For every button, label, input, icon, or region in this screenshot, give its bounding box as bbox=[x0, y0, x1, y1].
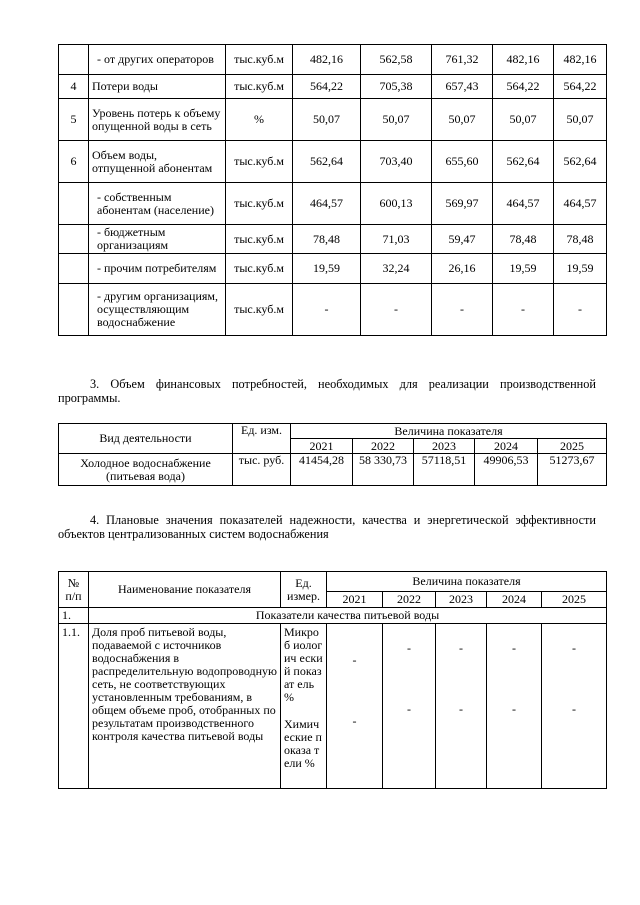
unit-cell: тыс.куб.м bbox=[226, 45, 293, 75]
value-cell: 569,97 bbox=[432, 183, 493, 225]
year-header: 2022 bbox=[353, 439, 414, 454]
row-number bbox=[59, 183, 89, 225]
value-cell: 562,58 bbox=[361, 45, 432, 75]
value-cell: 482,16 bbox=[554, 45, 607, 75]
unit-cell: тыс.куб.м bbox=[226, 225, 293, 254]
indicator-name: Доля проб питьевой воды, подаваемой с источников водоснабжения в распределительную водопроводную сеть, не соответствующих установленным требованиям, в общем объеме проб, отобранных по результатам производственного контроля качества питьевой воды bbox=[89, 624, 281, 789]
value-chem: - bbox=[512, 702, 516, 716]
value-cell: 482,16 bbox=[493, 45, 554, 75]
row-number bbox=[59, 254, 89, 284]
value-cell: 50,07 bbox=[361, 99, 432, 141]
value-cell: 78,48 bbox=[493, 225, 554, 254]
year-header: 2025 bbox=[538, 439, 607, 454]
section3-paragraph: 3. Объем финансовых потребностей, необходимых для реализации производственной программы. bbox=[58, 377, 596, 405]
value-micro: - bbox=[352, 653, 357, 667]
unit-cell: тыс.куб.м bbox=[226, 75, 293, 99]
year-header: 2022 bbox=[383, 592, 436, 608]
water-balance-table bbox=[58, 44, 607, 336]
value-cell: 703,40 bbox=[361, 141, 432, 183]
value-micro: - bbox=[407, 641, 411, 655]
row-number bbox=[59, 225, 89, 254]
table-row bbox=[59, 141, 607, 183]
table-row bbox=[59, 75, 607, 99]
unit-cell: тыс.куб.м bbox=[226, 183, 293, 225]
value-cell: 50,07 bbox=[554, 99, 607, 141]
group-num: 1. bbox=[59, 608, 89, 624]
value-cell: 761,32 bbox=[432, 45, 493, 75]
value-cell: 564,22 bbox=[293, 75, 361, 99]
year-header: 2021 bbox=[291, 439, 353, 454]
value-chem: - bbox=[572, 702, 577, 716]
year-header: 2023 bbox=[436, 592, 487, 608]
col-value-header: Величина показателя bbox=[291, 424, 607, 439]
year-header: 2021 bbox=[327, 592, 383, 608]
table-row bbox=[59, 99, 607, 141]
value-cell: 57118,51 bbox=[414, 454, 475, 486]
value-cell: - bbox=[361, 284, 432, 336]
value-cell: 50,07 bbox=[493, 99, 554, 141]
value-chem: - bbox=[352, 714, 357, 728]
value-micro: - bbox=[459, 641, 463, 655]
indicator-name: - от других операторов bbox=[89, 45, 226, 75]
unit-cell: тыс.куб.м bbox=[226, 254, 293, 284]
value-cell: - bbox=[493, 284, 554, 336]
value-cell: 71,03 bbox=[361, 225, 432, 254]
table-row bbox=[59, 183, 607, 225]
value-cell: 562,64 bbox=[493, 141, 554, 183]
row-number: 5 bbox=[59, 99, 89, 141]
indicator-name: Объем воды, отпущенной абонентам bbox=[89, 141, 226, 183]
value-cell: 655,60 bbox=[432, 141, 493, 183]
value-cell: 51273,67 bbox=[538, 454, 607, 486]
value-cell: - bbox=[293, 284, 361, 336]
value-cell: 464,57 bbox=[554, 183, 607, 225]
financial-needs-table bbox=[58, 423, 607, 486]
value-micro: - bbox=[572, 641, 577, 655]
value-cell: 59,47 bbox=[432, 225, 493, 254]
value-cell: 564,22 bbox=[554, 75, 607, 99]
group-title: Показатели качества питьевой воды bbox=[89, 608, 607, 624]
value-cell: 58 330,73 bbox=[353, 454, 414, 486]
value-cell: 19,59 bbox=[554, 254, 607, 284]
quality-indicators-table bbox=[58, 571, 607, 789]
table-row bbox=[59, 254, 607, 284]
table-row bbox=[59, 225, 607, 254]
col-name-header: Наименование показателя bbox=[89, 572, 281, 608]
row-number: 6 bbox=[59, 141, 89, 183]
value-cell: 32,24 bbox=[361, 254, 432, 284]
value-cell: 464,57 bbox=[493, 183, 554, 225]
year-header: 2024 bbox=[487, 592, 542, 608]
year-header: 2024 bbox=[475, 439, 538, 454]
value-chem: - bbox=[407, 702, 411, 716]
indicator-name: - другим организациям, осуществляющим водоснабжение bbox=[89, 284, 226, 336]
section4-paragraph: 4. Плановые значения показателей надежности, качества и энергетической эффективности объектов централизованных систем водоснабжения bbox=[58, 513, 596, 541]
value-cell: 464,57 bbox=[293, 183, 361, 225]
value-cell: 50,07 bbox=[293, 99, 361, 141]
value-cell: - bbox=[554, 284, 607, 336]
value-cell: 19,59 bbox=[293, 254, 361, 284]
value-cell: 49906,53 bbox=[475, 454, 538, 486]
value-cell: 78,48 bbox=[293, 225, 361, 254]
unit-microbiological: Микроб иологич еский показат ель % bbox=[284, 625, 323, 704]
table-row bbox=[59, 45, 607, 75]
value-cell: 562,64 bbox=[554, 141, 607, 183]
col-num-header: № п/п bbox=[59, 572, 89, 608]
unit-cell: % bbox=[226, 99, 293, 141]
value-cell: 50,07 bbox=[432, 99, 493, 141]
value-micro: - bbox=[512, 641, 516, 655]
value-cell: 657,43 bbox=[432, 75, 493, 99]
value-cell: - bbox=[432, 284, 493, 336]
value-cell: 600,13 bbox=[361, 183, 432, 225]
value-cell: 562,64 bbox=[293, 141, 361, 183]
value-cell: 564,22 bbox=[493, 75, 554, 99]
unit-cell: тыс.куб.м bbox=[226, 284, 293, 336]
col-unit-header: Ед. измер. bbox=[281, 572, 327, 608]
row-num: 1.1. bbox=[59, 624, 89, 789]
indicator-name: - собственным абонентам (население) bbox=[89, 183, 226, 225]
value-cell: 26,16 bbox=[432, 254, 493, 284]
row-number bbox=[59, 284, 89, 336]
indicator-name: - прочим потребителям bbox=[89, 254, 226, 284]
table-row bbox=[59, 284, 607, 336]
activity-cell: Холодное водоснабжение (питьевая вода) bbox=[59, 454, 233, 486]
value-cell: 482,16 bbox=[293, 45, 361, 75]
value-cell: 78,48 bbox=[554, 225, 607, 254]
value-cell: 705,38 bbox=[361, 75, 432, 99]
year-header: 2025 bbox=[542, 592, 607, 608]
col-value-header: Величина показателя bbox=[327, 572, 607, 592]
value-cell: 41454,28 bbox=[291, 454, 353, 486]
year-header: 2023 bbox=[414, 439, 475, 454]
value-chem: - bbox=[459, 702, 463, 716]
unit-chemical: Химич еские показа тели % bbox=[284, 717, 322, 770]
indicator-name: Потери воды bbox=[89, 75, 226, 99]
indicator-name: - бюджетным организациям bbox=[89, 225, 226, 254]
unit-cell: тыс.куб.м bbox=[226, 141, 293, 183]
col-unit-header: Ед. изм. bbox=[233, 424, 291, 454]
row-number bbox=[59, 45, 89, 75]
col-activity-header: Вид деятельности bbox=[59, 424, 233, 454]
value-cell: 19,59 bbox=[493, 254, 554, 284]
indicator-name: Уровень потерь к объему опущенной воды в сеть bbox=[89, 99, 226, 141]
row-number: 4 bbox=[59, 75, 89, 99]
unit-cell: тыс. руб. bbox=[233, 454, 291, 486]
